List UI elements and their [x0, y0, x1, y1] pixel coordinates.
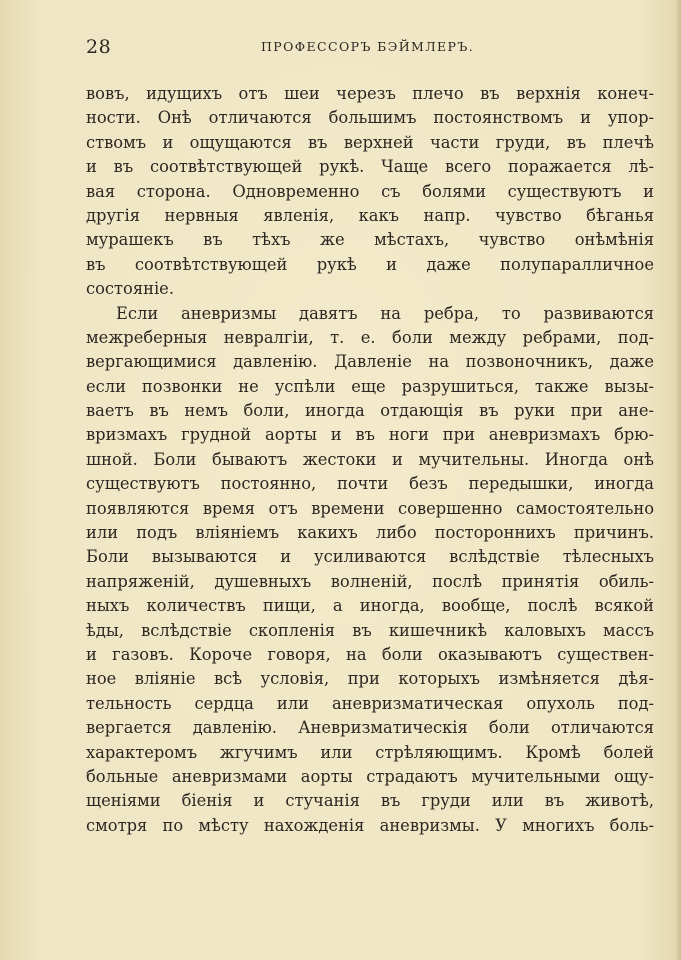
text-line: межреберныя невралгіи, т. е. боли между ребрами, под-	[86, 327, 654, 347]
text-line: появляются время отъ времени совершенно самостоятельно	[86, 498, 654, 518]
text-line: ныхъ количествъ пищи, а иногда, вообще, послѣ всякой	[86, 596, 654, 616]
page-number: 28	[86, 36, 112, 58]
text-line: ваетъ въ немъ боли, иногда отдающія въ руки при ане-	[86, 401, 654, 421]
text-line: и газовъ. Короче говоря, на боли оказываютъ существен-	[86, 644, 654, 664]
text-line: мурашекъ въ тѣхъ же мѣстахъ, чувство онѣмѣнія	[86, 230, 654, 250]
text-line: тельность сердца или аневризматическая опухоль под-	[86, 693, 654, 713]
text-line: въ соотвѣтствующей рукѣ и даже полупаралличное	[86, 254, 654, 274]
running-title: ПРОФЕССОРЪ БЭЙМЛЕРЪ.	[261, 39, 475, 54]
text-line: характеромъ жгучимъ или стрѣляющимъ. Кромѣ болей	[86, 742, 654, 762]
text-line: напряженій, душевныхъ волненій, послѣ принятія обиль-	[86, 571, 654, 591]
text-line: или подъ вліяніемъ какихъ либо постороннихъ причинъ.	[86, 523, 654, 543]
text-line: вая сторона. Одновременно съ болями существуютъ и	[86, 181, 654, 201]
text-line: вризмахъ грудной аорты и въ ноги при аневризмахъ брю-	[86, 425, 654, 445]
text-line: вергающимися давленію. Давленіе на позвоночникъ, даже	[86, 352, 654, 372]
text-line: вовъ, идущихъ отъ шеи черезъ плечо въ верхнія конеч-	[86, 84, 654, 103]
page-edge-shadow	[675, 0, 681, 960]
text-line: другія нервныя явленія, какъ напр. чувство бѣганья	[86, 205, 654, 225]
text-line: больные аневризмами аорты страдаютъ мучительными ощу-	[86, 766, 654, 786]
text-line: шной. Боли бываютъ жестоки и мучительны. Иногда онѣ	[86, 449, 654, 469]
text-line: ѣды, вслѣдствіе скопленія въ кишечникѣ каловыхъ массъ	[86, 620, 654, 640]
text-line: и въ соотвѣтствующей рукѣ. Чаще всего поражается лѣ-	[86, 157, 654, 177]
text-line: смотря по мѣсту нахожденія аневризмы. У многихъ боль-	[86, 815, 654, 835]
text-line: ствомъ и ощущаются въ верхней части груди, въ плечѣ	[86, 132, 654, 152]
text-line: Боли вызываются и усиливаются вслѣдствіе тѣлесныхъ	[86, 547, 654, 567]
text-line: существуютъ постоянно, почти безъ передышки, иногда	[86, 474, 654, 494]
body-text	[86, 82, 654, 838]
text-line: состояніе.	[86, 279, 174, 299]
text-line: вергается давленію. Аневризматическія боли отличаются	[86, 718, 654, 738]
text-line: ности. Онѣ отличаются большимъ постоянствомъ и упор-	[86, 108, 654, 128]
text-line: щеніями біенія и стучанія въ груди или въ животѣ,	[86, 791, 654, 811]
text-line: если позвонки не успѣли еще разрушиться, также вызы-	[86, 376, 654, 396]
text-line: ное вліяніе всѣ условія, при которыхъ измѣняется дѣя-	[86, 669, 654, 689]
page-header	[86, 36, 654, 62]
paragraph-first-line: Если аневризмы давятъ на ребра, то развиваются	[116, 303, 654, 323]
